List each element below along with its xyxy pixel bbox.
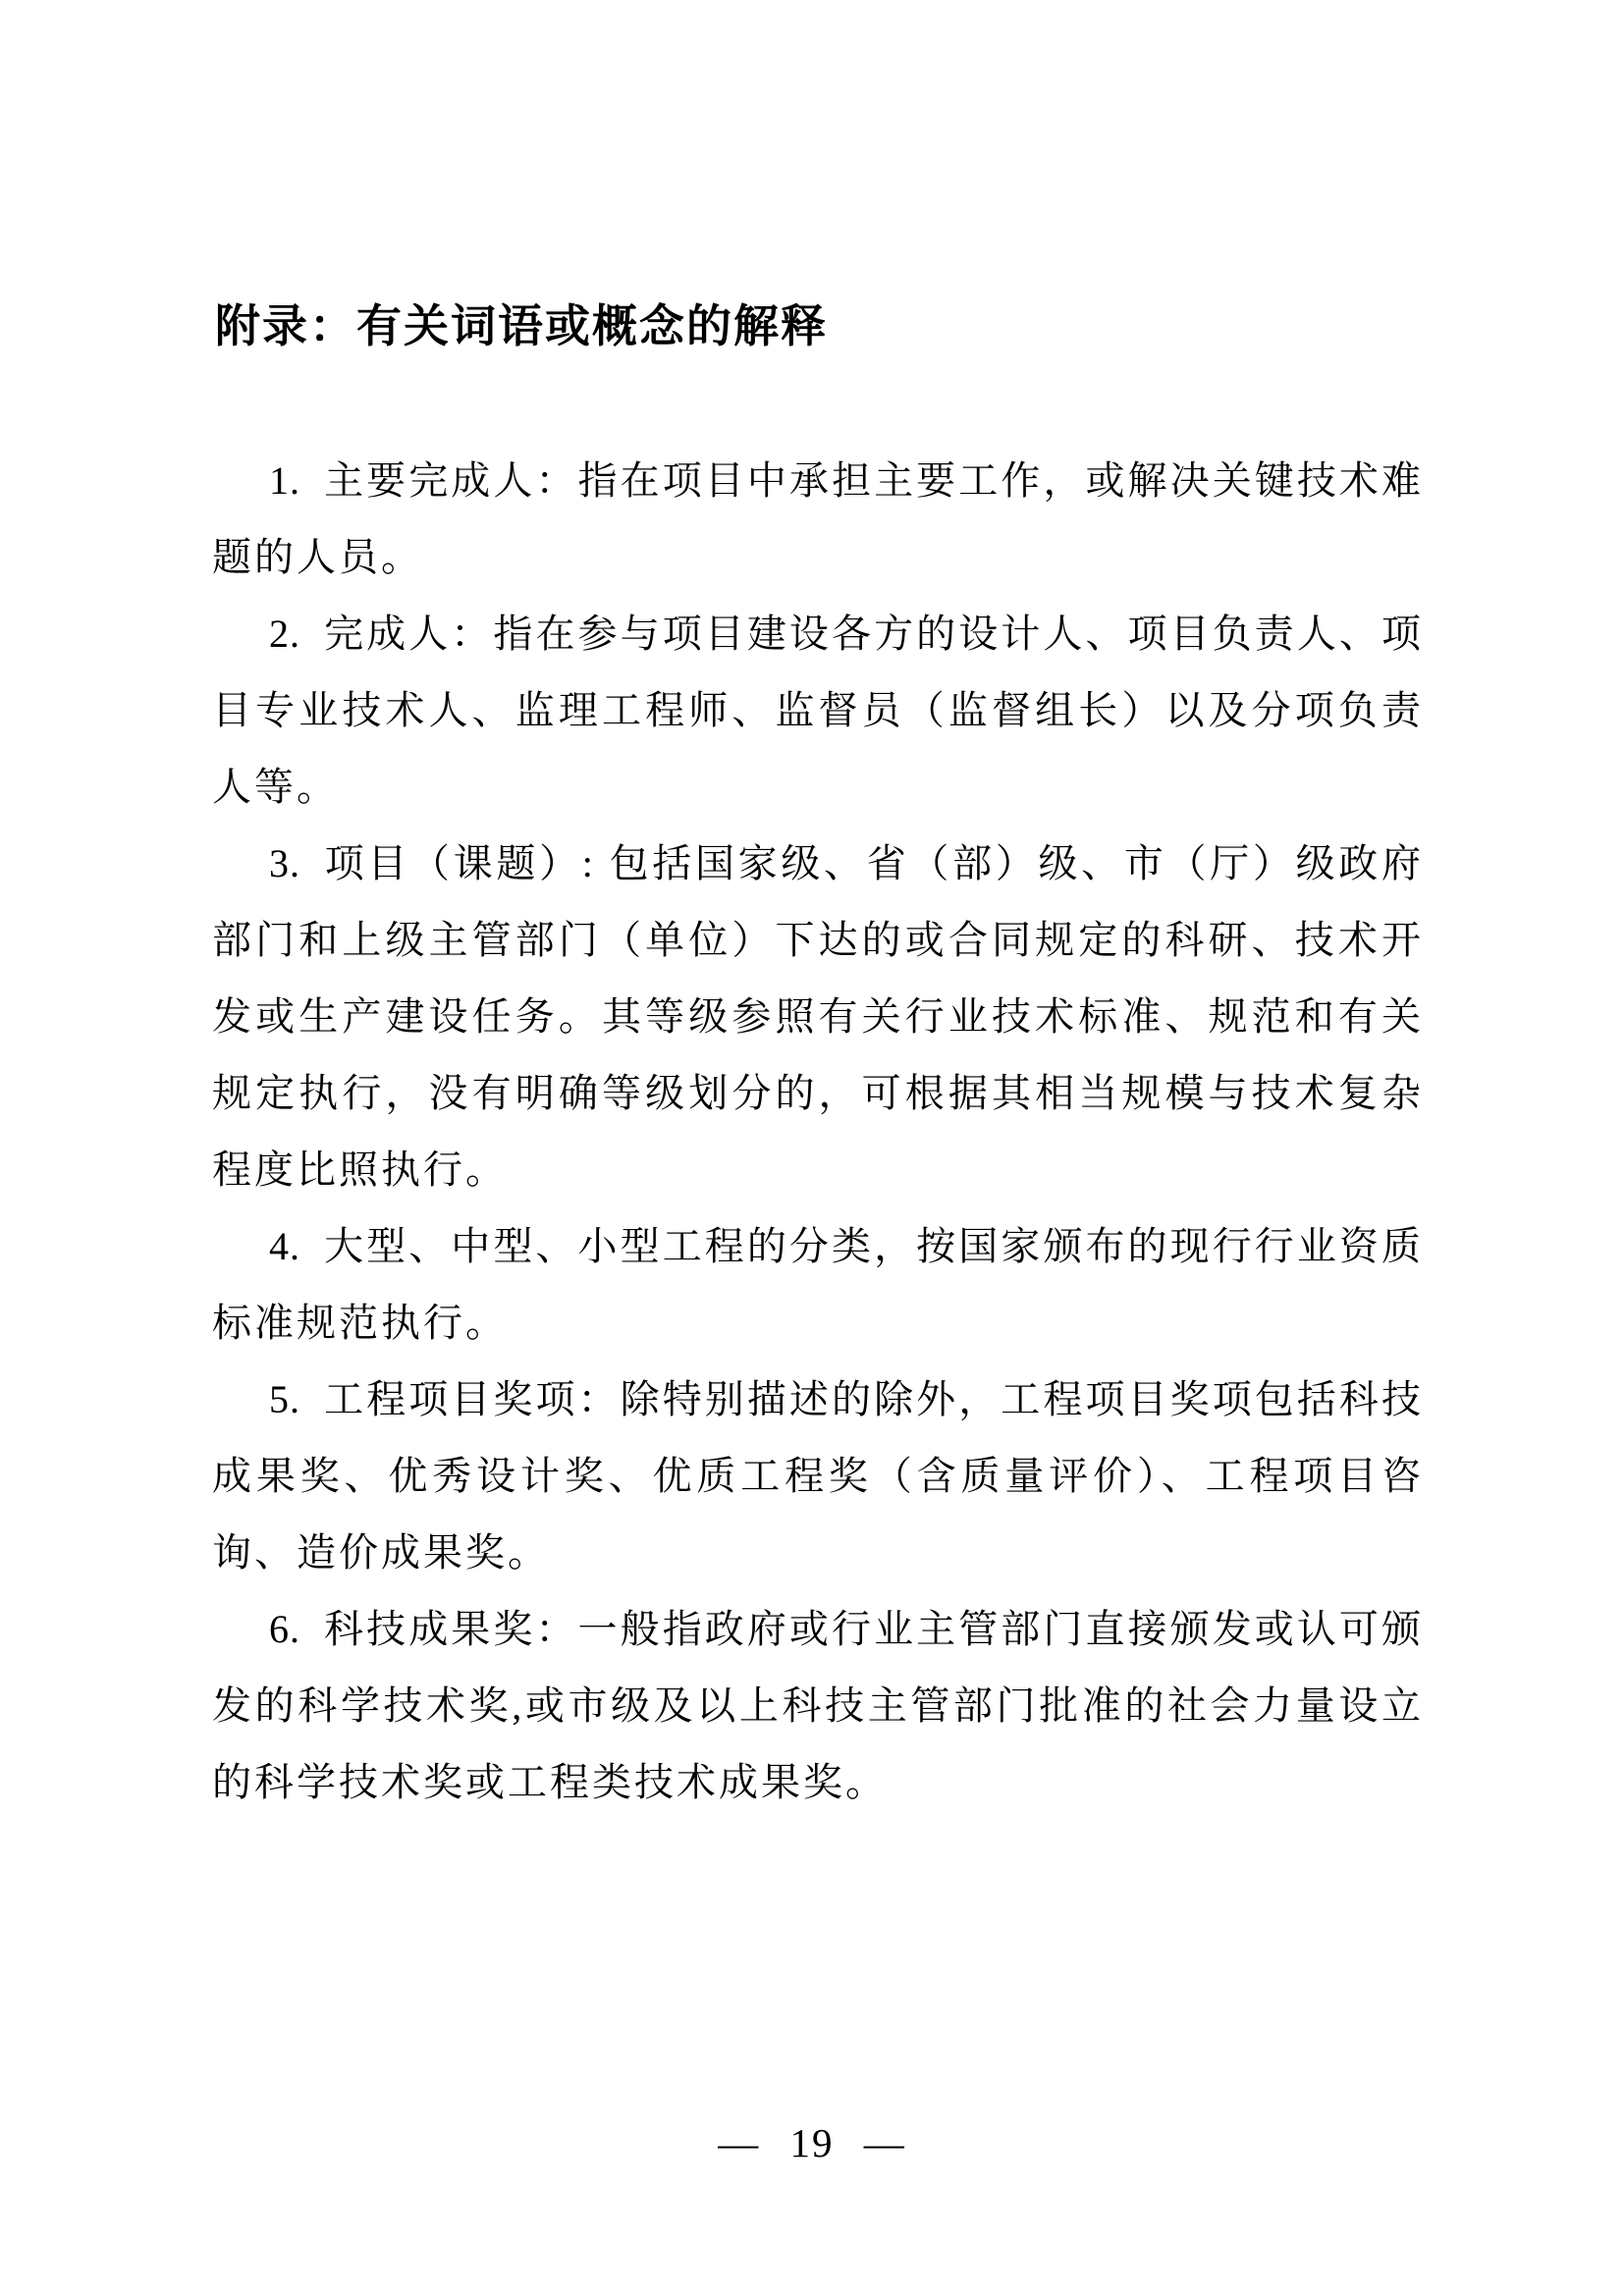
paragraph-number: 1.: [269, 458, 300, 503]
page-number: — 19 —: [718, 2120, 906, 2165]
paragraph-1: [212, 443, 1424, 596]
paragraph-list: [212, 443, 1424, 1821]
paragraph-2: [212, 596, 1424, 826]
appendix-title: 附录：有关词语或概念的解释: [215, 300, 828, 351]
paragraph-number: 5.: [269, 1377, 300, 1421]
paragraph-text: 主要完成人：指在项目中承担主要工作，或解决关键技术难题的人员。: [212, 458, 1424, 579]
paragraph-number: 2.: [269, 612, 300, 656]
paragraph-5: [212, 1362, 1424, 1591]
paragraph-text: 完成人：指在参与项目建设各方的设计人、项目负责人、项目专业技术人、监理工程师、监督员（监督组长）以及分项负责人等。: [212, 612, 1424, 809]
paragraph-number: 6.: [269, 1607, 300, 1651]
paragraph-text: 大型、中型、小型工程的分类，按国家颁布的现行行业资质标准规范执行。: [212, 1224, 1424, 1345]
paragraph-number: 4.: [269, 1224, 300, 1268]
paragraph-3: [212, 826, 1424, 1208]
paragraph-text: 工程项目奖项：除特别描述的除外，工程项目奖项包括科技成果奖、优秀设计奖、优质工程奖（含质量评价）、工程项目咨询、造价成果奖。: [212, 1377, 1424, 1575]
paragraph-6: [212, 1591, 1424, 1821]
paragraph-4: [212, 1208, 1424, 1362]
paragraph-number: 3.: [269, 841, 300, 885]
paragraph-text: 科技成果奖：一般指政府或行业主管部门直接颁发或认可颁发的科学技术奖,或市级及以上科技主管部门批准的社会力量设立的科学技术奖或工程类技术成果奖。: [212, 1607, 1424, 1804]
paragraph-text: 项目（课题）: 包括国家级、省（部）级、市（厅）级政府部门和上级主管部门（单位）下达的或合同规定的科研、技术开发或生产建设任务。其等级参照有关行业技术标准、规范和有关规定执行，没有明确等级划分的，可根据其相当规模与技术复杂程度比照执行。: [212, 841, 1424, 1192]
